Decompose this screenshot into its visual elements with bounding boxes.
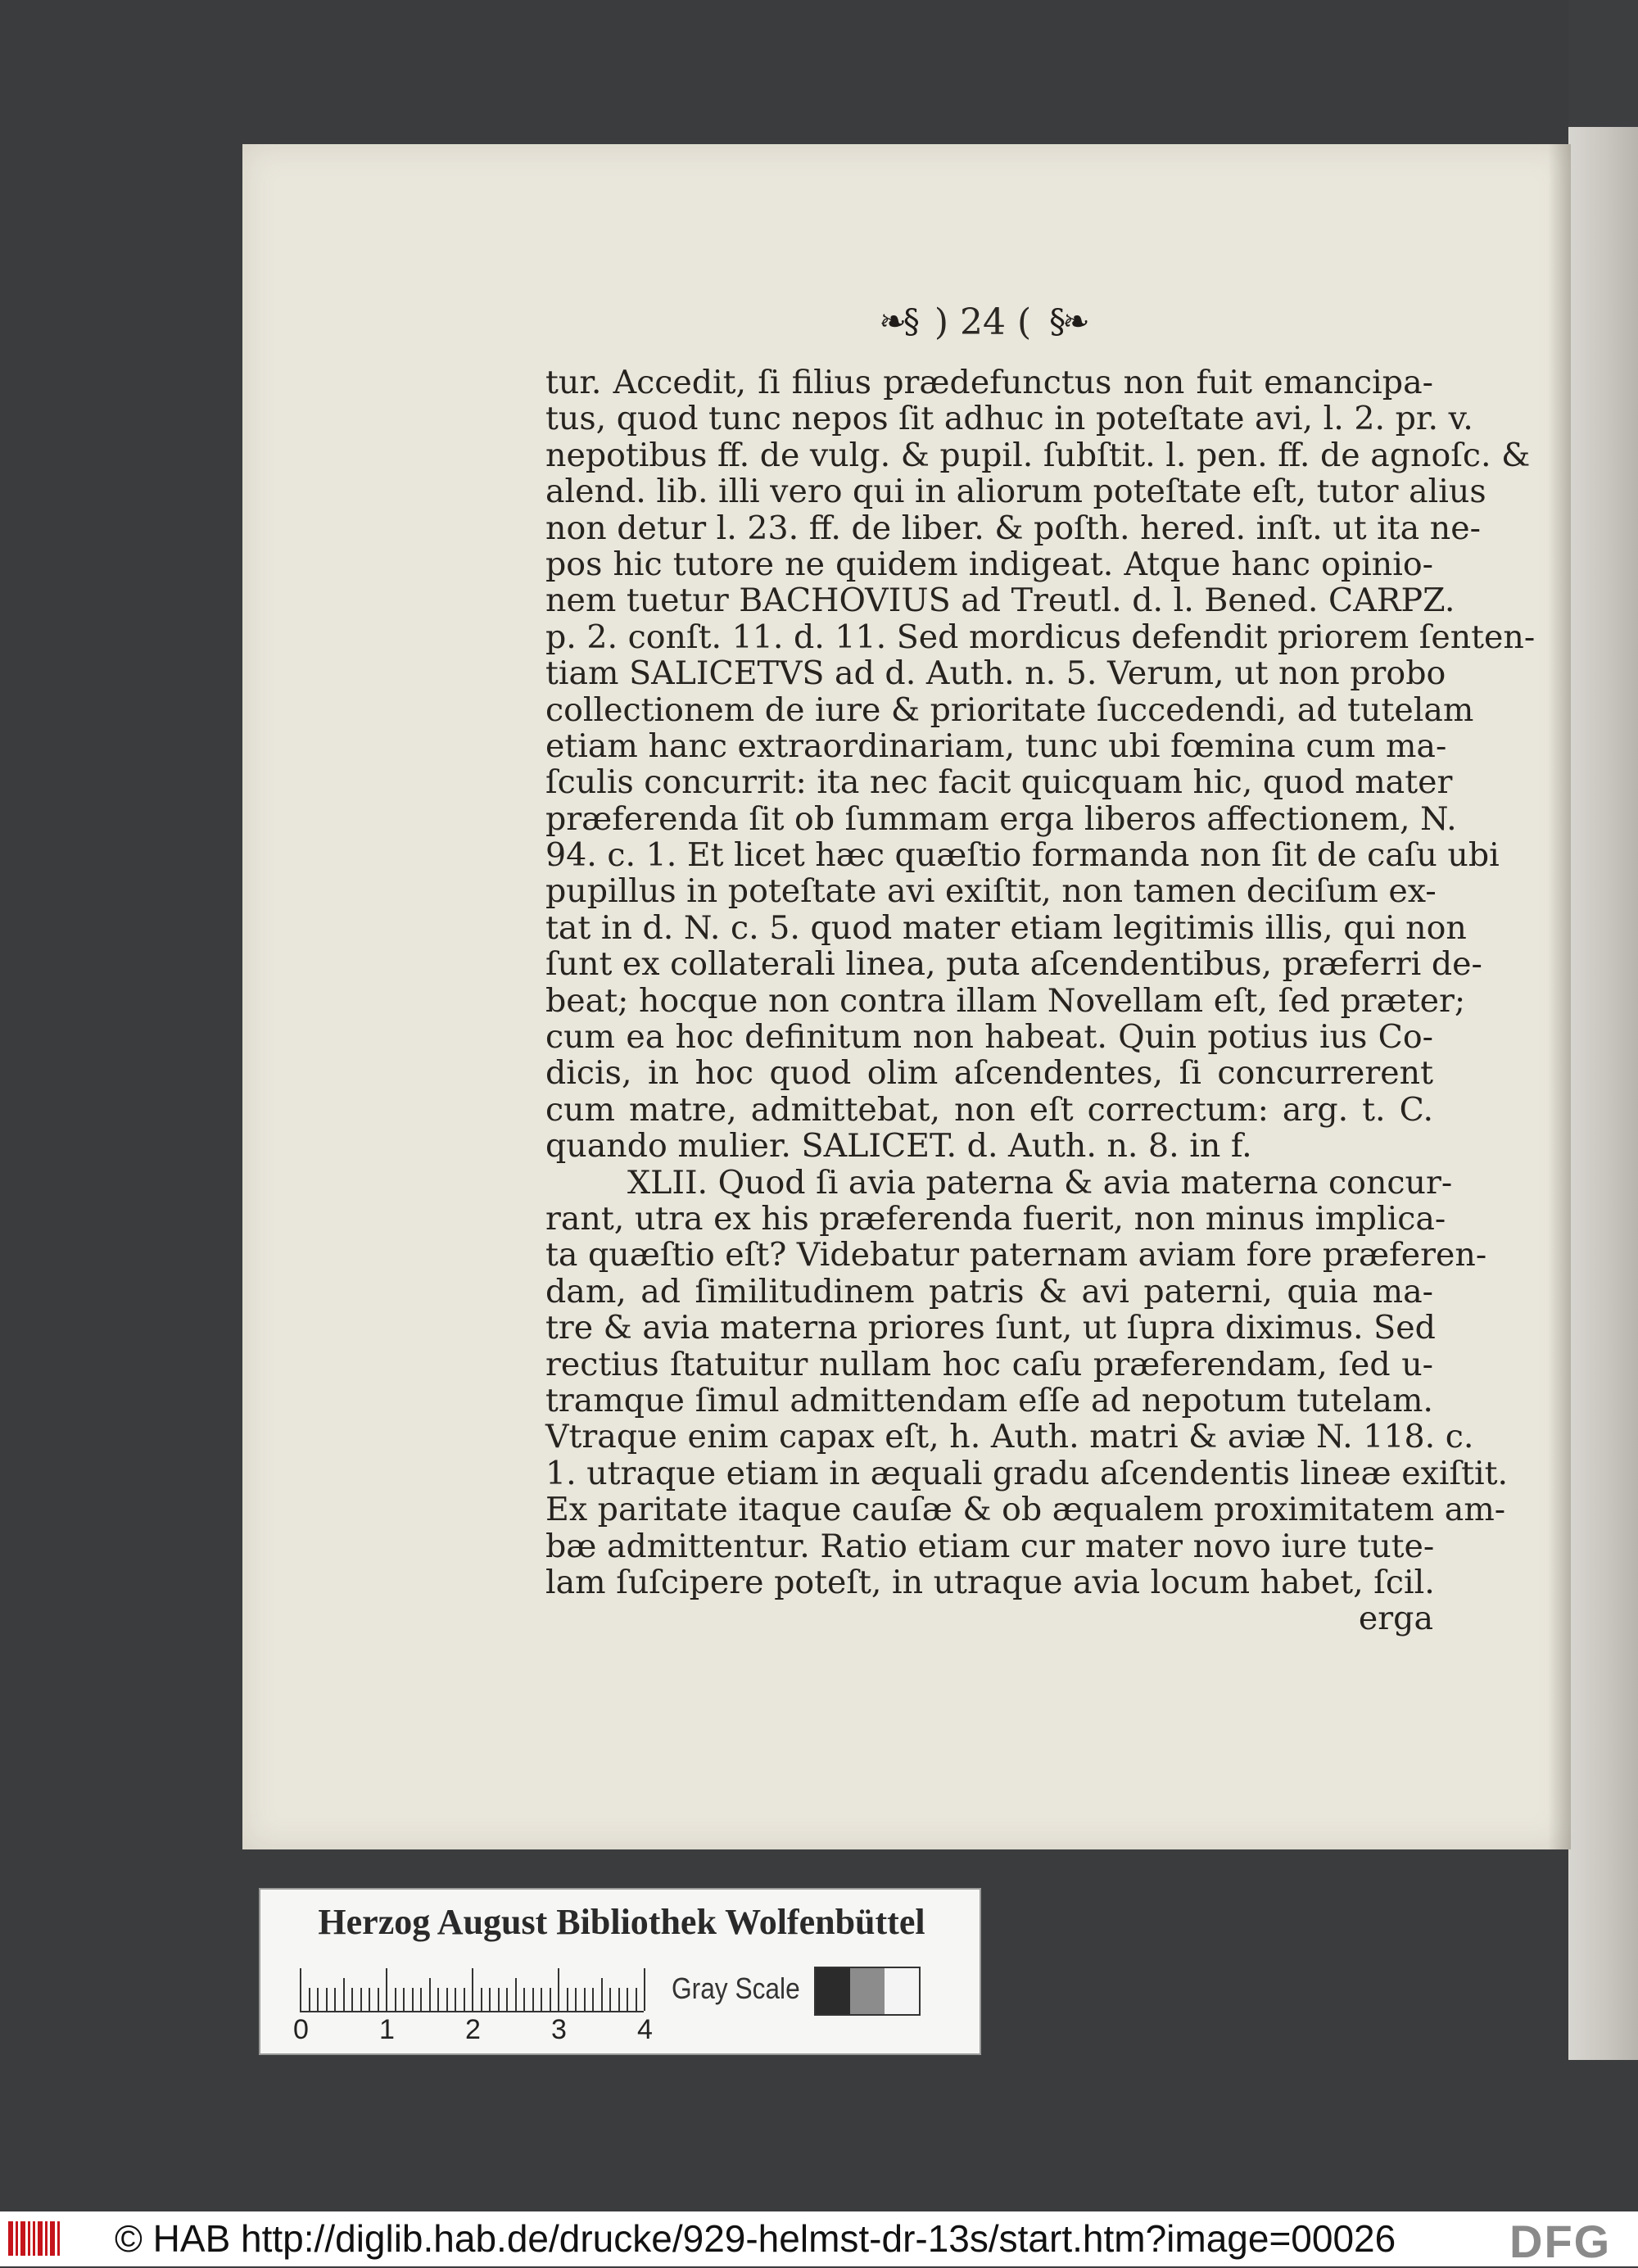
- page-gutter-shadow: [1548, 144, 1571, 1849]
- library-name: Herzog August Bibliothek Wolfenbüttel: [318, 1902, 925, 1942]
- ruler-tick: [317, 1988, 319, 2011]
- text-line: XLII. Quod ſi avia paterna & avia materna concur-: [627, 1163, 1453, 1202]
- text-line: Vtraque enim capax eſt, h. Auth. matri & aviæ N. 118. c.: [545, 1418, 1474, 1456]
- page-number: ) 24 (: [934, 301, 1032, 343]
- ruler-tick: [386, 1968, 387, 2011]
- gray-scale-label: Gray Scale: [672, 1971, 800, 2005]
- ruler-tick: [464, 1988, 465, 2011]
- text-line: rant, utra ex his præferenda fuerit, non minus implica-: [545, 1199, 1446, 1238]
- ruler-tick: [309, 1988, 310, 2011]
- ruler-tick: [326, 1988, 328, 2011]
- text-line: nem tuetur BACHOVIUS ad Treutl. d. l. Bened. CARPZ.: [545, 582, 1455, 620]
- text-line: etiam hanc extraordinariam, tunc ubi fœmina cum ma-: [545, 727, 1447, 765]
- text-line: alend. lib. illi vero qui in aliorum poteſtate eſt, tutor alius: [545, 473, 1486, 511]
- logo-bar: [20, 2221, 25, 2256]
- ruler-tick: [437, 1988, 439, 2011]
- ruler-tick: [420, 1988, 422, 2011]
- text-line: tat in d. N. c. 5. quod mater etiam legitimis illis, qui non: [545, 908, 1467, 947]
- ruler-tick: [472, 1968, 473, 2011]
- text-line: 1. utraque etiam in æquali gradu aſcendentis lineæ exiſtit.: [545, 1454, 1509, 1492]
- ruler-tick: [567, 1988, 568, 2011]
- text-line: ta quæſtio eſt? Videbatur paternam aviam fore præferen-: [545, 1236, 1487, 1274]
- ruler-number: 0: [293, 2014, 309, 2045]
- ruler-tick: [618, 1988, 620, 2011]
- logo-bar: [8, 2221, 13, 2256]
- text-line: ſunt ex collaterali linea, puta aſcendentibus, præferri de-: [545, 945, 1482, 984]
- ruler-tick: [498, 1988, 500, 2011]
- ruler-tick: [541, 1988, 542, 2011]
- text-line: bæ admittentur. Ratio etiam cur mater novo iure tute-: [545, 1527, 1435, 1565]
- ruler-tick: [627, 1988, 628, 2011]
- gray-swatch: [885, 1968, 919, 2014]
- scan-edge-top: [1568, 0, 1638, 127]
- left-ornament-icon: ❧§: [879, 303, 916, 341]
- page-header: [786, 293, 1179, 351]
- ruler-tick: [429, 1978, 431, 2011]
- text-line: cum ea hoc definitum non habeat. Quin potius ius Co-: [545, 1018, 1433, 1057]
- ruler-tick: [360, 1988, 362, 2011]
- text-line: beat; hocque non contra illam Novellam eſt, ſed præter;: [545, 981, 1466, 1020]
- ruler-tick: [532, 1988, 534, 2011]
- text-line: cum matre, admittebat, non eſt correctum: arg. t. C.: [545, 1090, 1433, 1129]
- ruler-tick: [300, 1968, 301, 2011]
- text-line: quando mulier. SALICET. d. Auth. n. 8. in f.: [545, 1127, 1252, 1166]
- ruler-tick: [489, 1988, 491, 2011]
- logo-bar: [16, 2221, 18, 2256]
- text-line: tus, quod tunc nepos ſit adhuc in poteſtate avi, l. 2. pr. v.: [545, 400, 1473, 438]
- ruler-tick: [506, 1988, 508, 2011]
- text-line: 94. c. 1. Et licet hæc quæſtio formanda non ſit de caſu ubi: [545, 836, 1500, 875]
- text-line: p. 2. conſt. 11. d. 11. Sed mordicus defendit priorem ſenten-: [545, 618, 1536, 656]
- body-text: [545, 364, 1536, 1659]
- ruler-number: 4: [637, 2014, 653, 2045]
- logo-bar: [57, 2221, 60, 2256]
- text-line: non detur l. 23. ff. de liber. & poſth. hered. inſt. ut ita ne-: [545, 509, 1481, 547]
- hab-logo-icon: [8, 2221, 66, 2256]
- adjacent-page-edge: [1568, 127, 1638, 2060]
- ruler-number: 3: [551, 2014, 567, 2045]
- ruler-tick: [369, 1988, 370, 2011]
- ruler-tick: [343, 1978, 345, 2011]
- text-line: præferenda ſit ob ſummam erga liberos affectionem, N.: [545, 799, 1457, 838]
- text-line: tiam SALICETVS ad d. Auth. n. 5. Verum, ut non probo: [545, 654, 1446, 693]
- text-line: dam, ad ſimilitudinem patris & avi paterni, quia ma-: [545, 1272, 1433, 1311]
- ruler-tick: [584, 1988, 586, 2011]
- text-line: rectius ſtatuitur nullam hoc caſu præferendam, ſed u-: [545, 1345, 1433, 1383]
- copyright-url[interactable]: © HAB http://diglib.hab.de/drucke/929-helmst-dr-13s/start.htm?image=00026: [115, 2217, 1396, 2260]
- ruler-tick: [601, 1978, 603, 2011]
- text-line: pos hic tutore ne quidem indigeat. Atque hanc opinio-: [545, 545, 1433, 583]
- text-line: lam ſuſcipere poteſt, in utraque avia locum habet, ſcil.: [545, 1563, 1435, 1601]
- text-line: nepotibus ff. de vulg. & pupil. ſubſtit. l. pen. ff. de agnoſc. &: [545, 436, 1531, 474]
- text-line: tur. Accedit, ſi filius prædefunctus non fuit emancipa-: [545, 364, 1433, 401]
- text-line: tre & avia materna priores ſunt, ut ſupra diximus. Sed: [545, 1309, 1436, 1347]
- gray-swatch: [816, 1968, 850, 2014]
- ruler-tick: [395, 1988, 396, 2011]
- ruler-tick: [523, 1988, 525, 2011]
- ruler-tick: [403, 1988, 405, 2011]
- text-line: ſculis concurrit: ita nec facit quicquam hic, quod mater: [545, 763, 1453, 802]
- dfg-logo: DFG: [1509, 2216, 1612, 2267]
- scale-ruler: [300, 1962, 644, 2016]
- ruler-tick: [592, 1988, 594, 2011]
- ruler-tick: [550, 1988, 551, 2011]
- ruler-tick: [351, 1988, 353, 2011]
- logo-bar: [38, 2221, 43, 2256]
- logo-bar: [50, 2221, 55, 2256]
- catchword: erga: [1358, 1600, 1433, 1638]
- ruler-baseline: [300, 2011, 644, 2012]
- gray-scale-swatches: [814, 1967, 921, 2016]
- right-ornament-icon: §❧: [1049, 303, 1087, 341]
- ruler-tick: [455, 1988, 456, 2011]
- ruler-tick: [575, 1988, 577, 2011]
- ruler-tick: [481, 1988, 482, 2011]
- library-color-card: [259, 1888, 981, 2055]
- text-line: collectionem de iure & prioritate ſuccedendi, ad tutelam: [545, 690, 1474, 729]
- logo-bar: [28, 2221, 30, 2256]
- logo-bar: [45, 2221, 48, 2256]
- ruler-number: 1: [379, 2014, 395, 2045]
- ruler-tick: [446, 1988, 448, 2011]
- ruler-tick: [412, 1988, 414, 2011]
- ruler-tick: [558, 1968, 559, 2011]
- ruler-tick: [334, 1988, 336, 2011]
- ruler-tick: [378, 1988, 379, 2011]
- ruler-number: 2: [465, 2014, 481, 2045]
- text-line: pupillus in poteſtate avi exiſtit, non tamen deciſum ex-: [545, 872, 1437, 911]
- gray-swatch: [850, 1968, 885, 2014]
- ruler-tick: [515, 1978, 517, 2011]
- text-line: dicis, in hoc quod olim aſcendentes, ſi concurrerent: [545, 1054, 1433, 1093]
- ruler-tick: [609, 1988, 611, 2011]
- ruler-tick: [636, 1988, 637, 2011]
- logo-bar: [33, 2221, 35, 2256]
- text-line: Ex paritate itaque cauſæ & ob æqualem proximitatem am-: [545, 1491, 1506, 1529]
- text-line: tramque ſimul admittendam eſſe ad nepotum tutelam.: [545, 1381, 1433, 1419]
- ruler-tick: [644, 1968, 645, 2011]
